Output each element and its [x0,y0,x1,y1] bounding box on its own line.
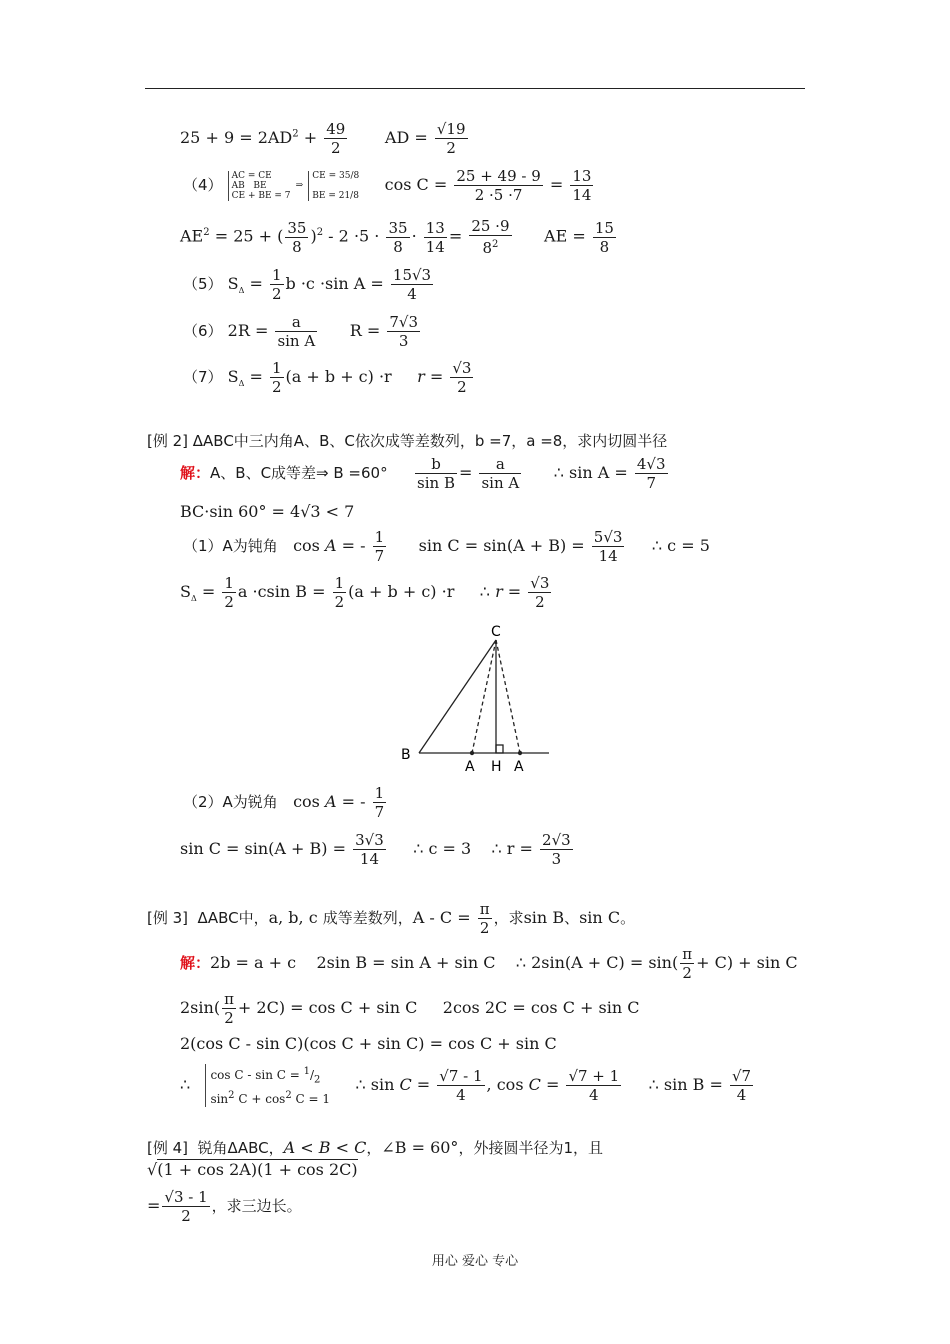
eq-ae: $AE^2 = 25$ + ( $\frac{35}{8}$ )$^2$ - 2 ·5 · $\frac{35}{8}$ · $\frac{13}{14}$ = $\frac{25 \cdot 9}{8^2}$ AE = $\frac{15}{8}$ [180,217,614,257]
label-a2: A [514,759,524,775]
page-footer: 用心 爱心 专心 [431,1254,519,1269]
eq-inradius: （7） $S_\Delta$ = $\frac{1}{2}$ (a + b + c) ·r r = $\frac{√3}{2}$ [183,359,472,396]
eq-cos-c: （4） AC = CE AB BE CE + BE = 7 ⇒ CE = 35/8 BE = 21/8 cos C = $\frac{25 + 49 - 9}{2 \cdot 5 \cdot 7}$ = $\frac{13}{14}$ [183,167,592,204]
example3-l3: 2(cos C - sin C)(cos C + sin C) = cos C + sin C [180,1034,557,1053]
example2-title: [例 2] ΔABC中三内角A、B、C依次成等差数列，b =7，a =8，求内切圆半径 [147,432,668,450]
label-c: C [491,624,501,640]
label-a1: A [465,759,475,775]
eq-ad: $25 + 9 = 2AD^2$ + $\frac{49}{2}$ AD = $\frac{√19}{2}$ [180,120,466,157]
triangle-figure [395,618,565,778]
example3-title: [例 3] ΔABC中，a, b, c 成等差数列，A - C = $\frac{\pi}{2}$ ，求sin B、sin C。 [147,900,636,937]
example3-l1: 解：2b = a + c 2sin B = sin A + sin C ∴ 2sin(A + C) = sin( $\frac{\pi}{2}$ + C) + sin C [180,945,798,982]
label-h: H [491,759,502,775]
example4-l1: √(1 + cos 2A)(1 + cos 2C) [147,1160,358,1179]
eq-area: （5） $S_\Delta$ = $\frac{1}{2}$ b ·c ·sin A = $\frac{15√3}{4}$ [183,266,432,303]
header-rule [145,88,805,89]
example4-title: [例 4] 锐角ΔABC，A < B < C，∠B = 60°，外接圆半径为1，且 [147,1138,603,1157]
example4-l2: = $\frac{√3 - 1}{2}$ ，求三边长。 [147,1188,302,1225]
example2-case2: （2）A为锐角 cos A = - $\frac{1}{7}$ [183,784,385,821]
example3-l4: ∴ $\cos C - \sin C = ^1/_2$ $\sin^2 C + \cos^2 C = 1$ ∴ sin C = $\frac{√7 - 1}{4}$ , cos C = $\frac{√7 + 1}{4}$ ∴ sin B = $\frac{√7}{4}$ [180,1066,752,1107]
example2-line1: 解：A、B、C成等差⇒ B =60° $\frac{b}{\text{sin B}}$ = $\frac{a}{\text{sin A}}$ ∴ sin A = $\frac{4√3}{7}$ [180,455,666,492]
example3-l2: 2sin( $\frac{\pi}{2}$ + 2C) = cos C + sin C 2cos 2C = cos C + sin C [180,990,640,1027]
example2-case1-area: $S_\Delta$ = $\frac{1}{2}$ a ·csin B = $\frac{1}{2}$ (a + b + c) ·r ∴ r = $\frac{√3}{2}$ [180,574,550,611]
example2-line2: BC·sin 60° = 4√3 < 7 [180,502,355,521]
example2-case1: （1）A为钝角 cos A = - $\frac{1}{7}$ sin C = sin(A + B) = $\frac{5√3}{14}$ ∴ c = 5 [183,528,710,565]
eq-circumradius: （6） 2R = $\frac{a}{\text{sin A}}$ R = $\frac{7√3}{3}$ [183,313,418,350]
example2-case2-result: sin C = sin(A + B) = $\frac{3√3}{14}$ ∴ c = 3 ∴ r = $\frac{2√3}{3}$ [180,831,571,868]
label-b: B [401,747,411,763]
